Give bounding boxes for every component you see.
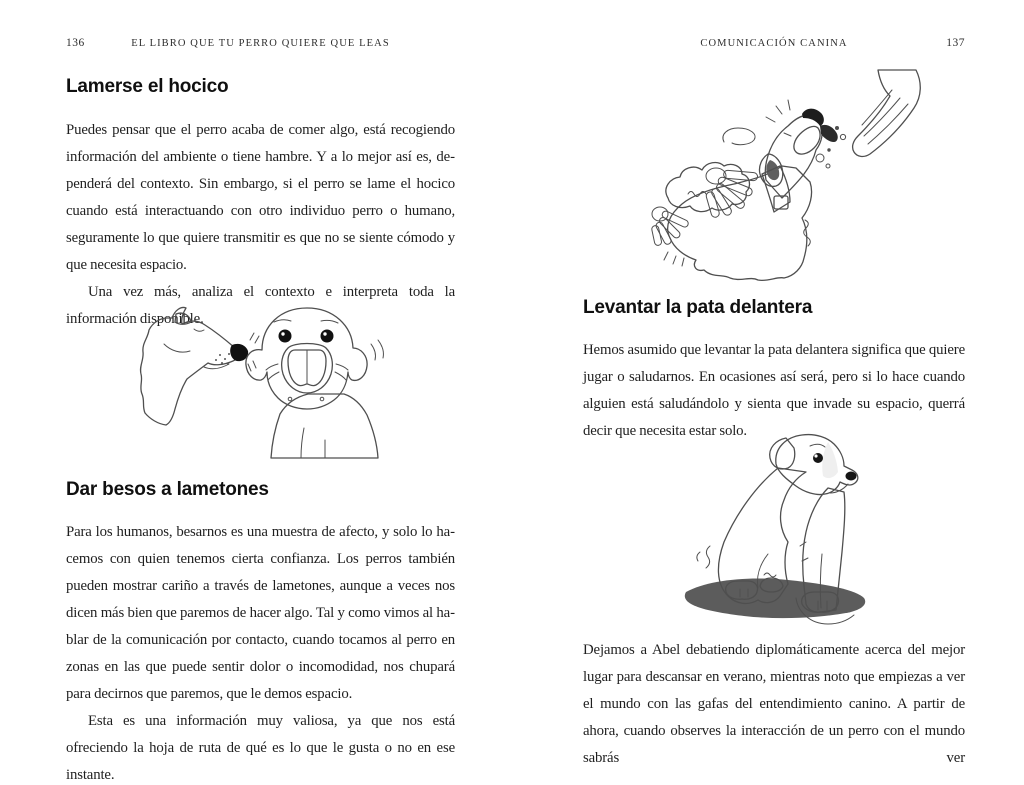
section-besos-text	[66, 519, 455, 785]
pat-motion-marks	[664, 252, 684, 266]
paragraph: Para los humanos, besarnos es una muestra de afecto, y solo lo hacemos con quien tenemos cierta confianza. Los perros también pueden mostrar cariño a través de lametones, aunque a veces nos dicen más bien que paremos de hacer algo. Tal y como vimos al hablar de la comunicación por contacto, cuando tocamos al perro en zonas en las que puede sentir dolor o incomodidad, nos chupará para decirnos que paremos, que le demos espacio.	[66, 524, 455, 702]
dogs-muzzle-licking-drawing	[128, 298, 392, 460]
dog-licking-hand-drawing	[632, 70, 958, 286]
tail-wag-marks	[697, 546, 710, 568]
reaching-hand	[853, 70, 921, 156]
paragraph: Esta es una información muy valiosa, ya que nos está ofreciendo la hoja de ruta de qué es lo que le gusta o no en ese instante.	[66, 713, 455, 783]
paragraph: Dejamos a Abel debatiendo diplomáticamente acerca del mejor lugar para descansar en verano, mientras noto que empiezas a ver el mundo con las gafas del entendimiento canino. A partir de ahora, cuando observes la interacción de un perro con el mundo sabrás ver	[583, 642, 965, 766]
head-shake-marks	[371, 340, 383, 360]
nose	[802, 109, 824, 126]
section-levantar-text	[583, 337, 965, 445]
dog-head	[770, 435, 858, 495]
right-dog-licking	[246, 308, 384, 458]
paragraph: Una vez más, analiza el contexto e interpreta toda la información disponible.	[66, 284, 455, 327]
section-heading-lamerse: Lamerse el hocico	[66, 76, 229, 97]
illustration-dog-raised-paw	[648, 434, 952, 636]
dog-raised-paw-drawing	[648, 434, 952, 636]
muzzle-dots	[215, 353, 230, 365]
running-header-left: EL LIBRO QUE TU PERRO QUIERE QUE LEAS	[131, 38, 390, 49]
paragraph: Hemos asumido que levantar la pata delantera significa que quiere jugar o saludarnos. En ocasiones así será, pero si lo hace cuando alguien está saludándolo y sienta que invade su espacio, querrá decir que necesita estar solo.	[583, 342, 965, 439]
dog-body	[668, 166, 812, 280]
sniff-motion-marks	[248, 333, 259, 371]
section-heading-levantar: Levantar la pata delantera	[583, 297, 813, 318]
nose	[846, 472, 857, 481]
illustration-dogs-muzzle-licking	[128, 298, 392, 460]
paragraph: Puedes pensar que el perro acaba de comer algo, está recogiendo información del ambiente o tiene hambre. Y a lo mejor así es, dependerá del contexto. Sin embargo, si el perro se lame el hocico cuando está interactuando con otro individuo perro o humano, seguramente lo que quiere transmitir es que no se siente cómodo y que necesita espacio.	[66, 122, 455, 273]
excitement-marks	[766, 100, 790, 122]
page-number-left: 136	[66, 37, 85, 49]
petting-hand-lower	[651, 207, 689, 266]
tongue	[820, 125, 838, 142]
eye	[813, 453, 823, 463]
closing-text	[583, 637, 965, 772]
eye	[784, 133, 791, 136]
running-header-right: COMUNICACIÓN CANINA	[700, 38, 848, 49]
ear	[770, 438, 795, 469]
petting-hand-upper	[705, 168, 758, 218]
dog-head	[759, 100, 837, 198]
page-number-right: 137	[946, 37, 965, 49]
motion-swirl	[723, 128, 755, 145]
left-dog-profile	[141, 307, 259, 425]
fur-cloud	[666, 163, 750, 212]
illustration-dog-licking-hand	[632, 70, 958, 286]
section-heading-besos: Dar besos a lametones	[66, 479, 269, 500]
